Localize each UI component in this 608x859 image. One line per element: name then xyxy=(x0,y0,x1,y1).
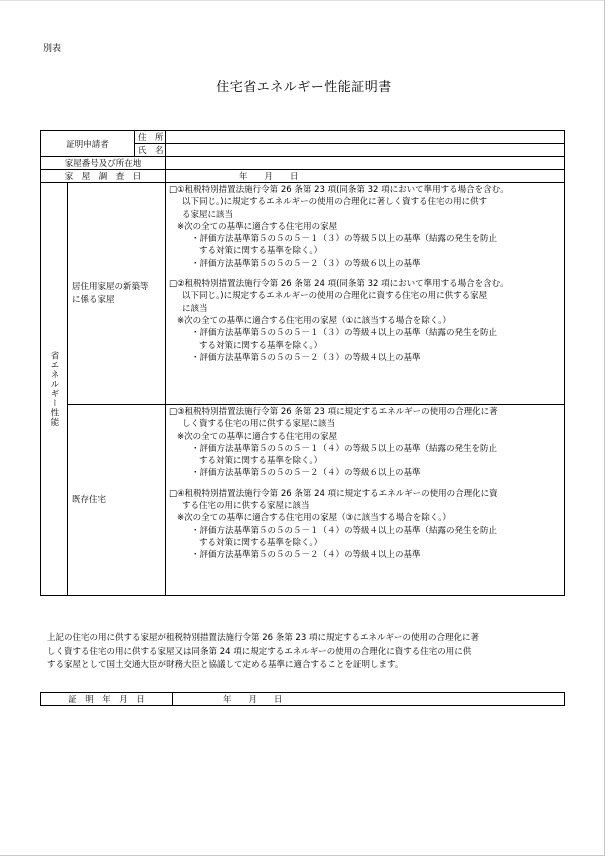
existing-label: 既存住宅 xyxy=(68,405,166,596)
page-title: 住宅省エネルギー性能証明書 xyxy=(216,80,392,95)
house-number-row xyxy=(41,157,565,170)
option-2-checkbox[interactable]: □②租税特別措置法施行令第 26 条第 24 項(同条第 32 項において準用する場合を含む。 xyxy=(169,279,509,290)
option-3-checkbox[interactable]: □③租税特別措置法施行令第 26 条第 23 項に規定するエネルギーの使用の合理化に著 xyxy=(169,407,498,417)
survey-date-label: 家 屋 調 査 日 xyxy=(41,170,166,183)
option-4-checkbox[interactable]: □④租税特別措置法施行令第 26 条第 24 項に規定するエネルギーの使用の合理化に資 xyxy=(169,488,498,499)
doc-label: 別表 xyxy=(43,44,62,54)
house-number-field[interactable] xyxy=(166,157,565,170)
option-1-checkbox[interactable]: □①租税特別措置法施行令第 26 条第 23 項(同条第 32 項において準用する場合を含む。 xyxy=(169,185,509,195)
survey-date-row xyxy=(41,170,565,183)
page-top-edge xyxy=(0,0,604,1)
address-field[interactable] xyxy=(166,131,565,144)
category-label: 省エネルギー性能 xyxy=(49,351,59,427)
address-label: 住 所 xyxy=(135,131,166,144)
house-number-label: 家屋番号及び所在地 xyxy=(41,157,166,170)
certificate-table xyxy=(40,130,565,596)
name-label: 氏 名 xyxy=(135,144,166,157)
certification-text: 上記の住宅の用に供する家屋が租税特別措置法施行令第 26 条第 23 項に規定するエネルギーの使用の合理化に著 しく資する住宅の用に供する家屋又は同条第 24 項に規定するエネルギーの使用の合理化に資する住宅の用に供 する家屋として国土交通大臣が財務大臣と協議して定める基準に適合することを証明します。 xyxy=(47,633,479,671)
certification-date-table xyxy=(40,692,565,706)
cert-date-label: 証 明 年 月 日 xyxy=(41,693,173,706)
cert-date-field[interactable]: 年 月 日 xyxy=(173,693,565,706)
new-build-label: 居住用家屋の新築等 に係る家屋 xyxy=(68,183,166,405)
survey-date-field[interactable]: 年 月 日 xyxy=(166,170,565,183)
applicant-label: 証明申請者 xyxy=(41,131,135,157)
applicant-address-row xyxy=(41,131,565,144)
new-build-options: □①租税特別措置法施行令第 26 条第 23 項(同条第 32 項において準用する場合を含む。 以下同じ。)に規定するエネルギーの使用の合理化に著しく資する住宅の用に供す る家屋に該当 ※次の全ての基準に適合する住宅用の家屋 ・評価方法基準第５の５の５－１（３）の等級５以上の基準（結露の発生を防止 する対策に関する基準を除く。） ・評価方法基準第５の５の５－２（３）の等級６以上の基準 □②租税特別措置法施行令第 26 条第 24 項(同条第 32 項において準用する場合を含む。 以下同じ。)に規定するエネルギーの使用の合理化に資する住宅の用に供する家屋 に該当 ※次の全ての基準に適合する住宅用の家屋（①に該当する場合を除く。） ・評価方法基準第５の５の５－１（３）の等級４以上の基準（結露の発生を防止 する対策に関する基準を除く。） ・評価方法基準第５の５の５－２（３）の等級４以上の基準 xyxy=(166,183,565,405)
new-build-row xyxy=(41,183,565,405)
category-cell xyxy=(41,183,68,596)
existing-row xyxy=(41,405,565,596)
name-field[interactable] xyxy=(166,144,565,157)
existing-options: □③租税特別措置法施行令第 26 条第 23 項に規定するエネルギーの使用の合理化に著 しく資する住宅の用に供する家屋に該当 ※次の全ての基準に適合する住宅用の家屋 ・評価方法基準第５の５の５－１（４）の等級５以上の基準（結露の発生を防止 する対策に関する基準を除く。） ・評価方法基準第５の５の５－２（４）の等級６以上の基準 □④租税特別措置法施行令第 26 条第 24 項に規定するエネルギーの使用の合理化に資 する住宅の用に供する家屋に該当 ※次の全ての基準に適合する住宅用の家屋（③に該当する場合を除く。） ・評価方法基準第５の５の５－１（４）の等級４以上の基準（結露の発生を防止 する対策に関する基準を除く。） ・評価方法基準第５の５の５－２（４）の等級４以上の基準 xyxy=(166,405,565,596)
